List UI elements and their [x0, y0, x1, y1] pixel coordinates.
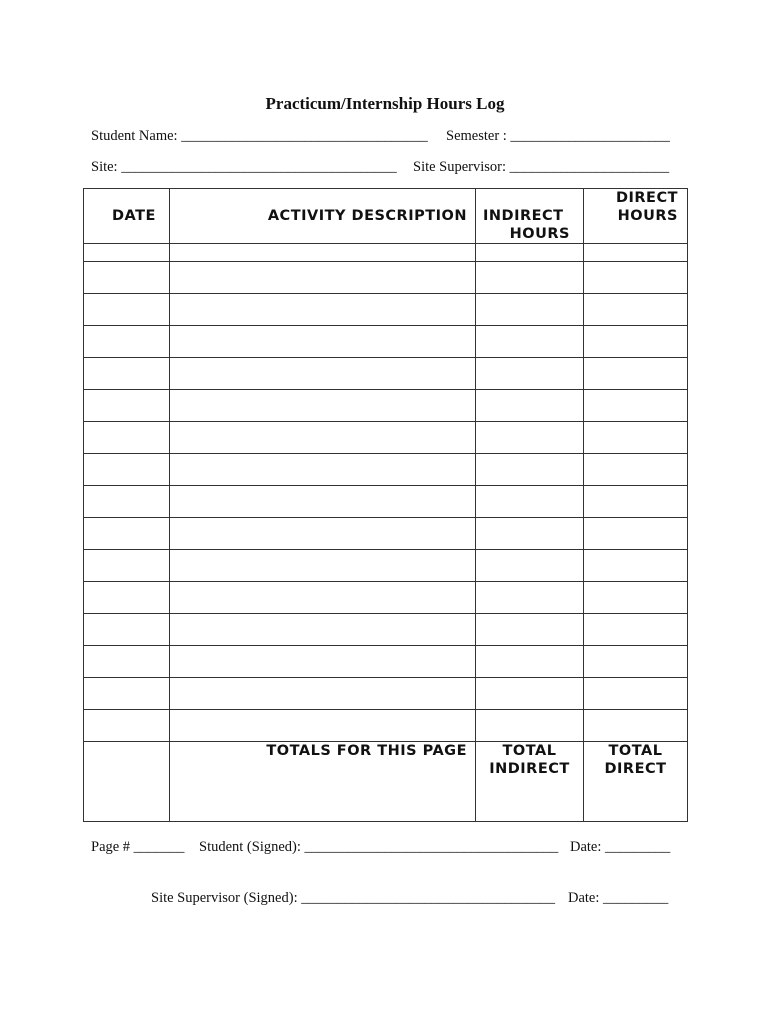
student-date-field[interactable]: Date: _________ [570, 839, 671, 855]
site-field[interactable]: Site: ______________________________________ [91, 159, 397, 175]
date-cell[interactable] [84, 454, 170, 486]
indirect-cell[interactable] [476, 358, 584, 390]
activity-cell[interactable] [170, 390, 476, 422]
activity-cell[interactable] [170, 326, 476, 358]
total-direct-cell[interactable] [584, 742, 688, 822]
totals-label: TOTALS FOR THIS PAGE [170, 742, 476, 822]
table-row [84, 358, 688, 390]
activity-cell[interactable] [170, 454, 476, 486]
indirect-cell[interactable] [476, 518, 584, 550]
table-row [84, 486, 688, 518]
indirect-header-line1: INDIRECT [483, 208, 564, 224]
table-row [84, 262, 688, 294]
activity-cell[interactable] [170, 294, 476, 326]
table-row [84, 454, 688, 486]
table-row [84, 518, 688, 550]
indirect-cell[interactable] [476, 422, 584, 454]
date-cell[interactable] [84, 390, 170, 422]
total-indirect-line1: TOTAL [502, 743, 557, 759]
semester-field[interactable]: Semester : ______________________ [446, 128, 670, 144]
date-cell[interactable] [84, 582, 170, 614]
table-row [84, 550, 688, 582]
total-indirect-cell[interactable] [476, 742, 584, 822]
direct-cell[interactable] [584, 294, 688, 326]
page-number-field[interactable]: Page # _______ [91, 839, 185, 855]
indirect-cell[interactable] [476, 326, 584, 358]
table-row [84, 582, 688, 614]
direct-header-line2: HOURS [617, 208, 678, 224]
activity-cell[interactable] [170, 582, 476, 614]
indirect-cell[interactable] [476, 454, 584, 486]
indirect-cell[interactable] [476, 244, 584, 262]
table-row [84, 244, 688, 262]
activity-cell[interactable] [170, 678, 476, 710]
date-cell[interactable] [84, 358, 170, 390]
direct-cell[interactable] [584, 646, 688, 678]
date-cell[interactable] [84, 486, 170, 518]
activity-cell[interactable] [170, 614, 476, 646]
direct-cell[interactable] [584, 390, 688, 422]
direct-cell[interactable] [584, 710, 688, 742]
header-row [84, 189, 688, 244]
supervisor-signature-field[interactable]: Site Supervisor (Signed): ___________________________________ [151, 890, 555, 906]
date-cell[interactable] [84, 710, 170, 742]
table-row [84, 390, 688, 422]
total-direct-line2: DIRECT [604, 761, 667, 777]
indirect-cell[interactable] [476, 390, 584, 422]
page-title: Practicum/Internship Hours Log [265, 94, 505, 113]
indirect-cell[interactable] [476, 294, 584, 326]
supervisor-date-field[interactable]: Date: _________ [568, 890, 669, 906]
indirect-cell[interactable] [476, 550, 584, 582]
totals-row [84, 742, 688, 822]
activity-cell[interactable] [170, 422, 476, 454]
direct-cell[interactable] [584, 614, 688, 646]
direct-header-line1: DIRECT [615, 190, 678, 206]
total-direct-line1: TOTAL [608, 743, 663, 759]
student-name-field[interactable]: Student Name: __________________________________ [91, 128, 428, 144]
table-row [84, 614, 688, 646]
activity-cell[interactable] [170, 244, 476, 262]
table-row [84, 710, 688, 742]
indirect-cell[interactable] [476, 582, 584, 614]
activity-cell[interactable] [170, 646, 476, 678]
indirect-cell[interactable] [476, 262, 584, 294]
direct-cell[interactable] [584, 244, 688, 262]
indirect-header-line2: HOURS [509, 226, 570, 242]
direct-cell[interactable] [584, 678, 688, 710]
activity-cell[interactable] [170, 518, 476, 550]
student-signature-field[interactable]: Student (Signed): ___________________________________ [199, 839, 559, 855]
date-cell[interactable] [84, 646, 170, 678]
direct-cell[interactable] [584, 550, 688, 582]
direct-cell[interactable] [584, 326, 688, 358]
date-cell[interactable] [84, 550, 170, 582]
table-row [84, 422, 688, 454]
indirect-cell[interactable] [476, 710, 584, 742]
date-cell[interactable] [84, 614, 170, 646]
direct-cell[interactable] [584, 454, 688, 486]
direct-cell[interactable] [584, 262, 688, 294]
date-cell[interactable] [84, 518, 170, 550]
activity-cell[interactable] [170, 358, 476, 390]
direct-cell[interactable] [584, 582, 688, 614]
site-supervisor-field[interactable]: Site Supervisor: ______________________ [413, 159, 670, 175]
direct-cell[interactable] [584, 486, 688, 518]
date-column-header: DATE [84, 189, 170, 244]
date-cell[interactable] [84, 244, 170, 262]
date-cell[interactable] [84, 262, 170, 294]
date-cell[interactable] [84, 326, 170, 358]
table-row [84, 678, 688, 710]
activity-cell[interactable] [170, 486, 476, 518]
direct-cell[interactable] [584, 358, 688, 390]
indirect-cell[interactable] [476, 646, 584, 678]
indirect-hours-column-header [476, 189, 584, 244]
table-row [84, 294, 688, 326]
date-cell[interactable] [84, 678, 170, 710]
activity-cell[interactable] [170, 550, 476, 582]
totals-date-cell [84, 742, 170, 822]
date-cell[interactable] [84, 294, 170, 326]
activity-column-header: ACTIVITY DESCRIPTION [170, 189, 476, 244]
direct-hours-column-header [584, 189, 688, 244]
date-cell[interactable] [84, 422, 170, 454]
activity-cell[interactable] [170, 710, 476, 742]
direct-cell[interactable] [584, 518, 688, 550]
indirect-cell[interactable] [476, 678, 584, 710]
activity-cell[interactable] [170, 262, 476, 294]
table-row [84, 646, 688, 678]
hours-log-table [83, 188, 688, 822]
indirect-cell[interactable] [476, 486, 584, 518]
direct-cell[interactable] [584, 422, 688, 454]
total-indirect-line2: INDIRECT [489, 761, 570, 777]
indirect-cell[interactable] [476, 614, 584, 646]
table-row [84, 326, 688, 358]
